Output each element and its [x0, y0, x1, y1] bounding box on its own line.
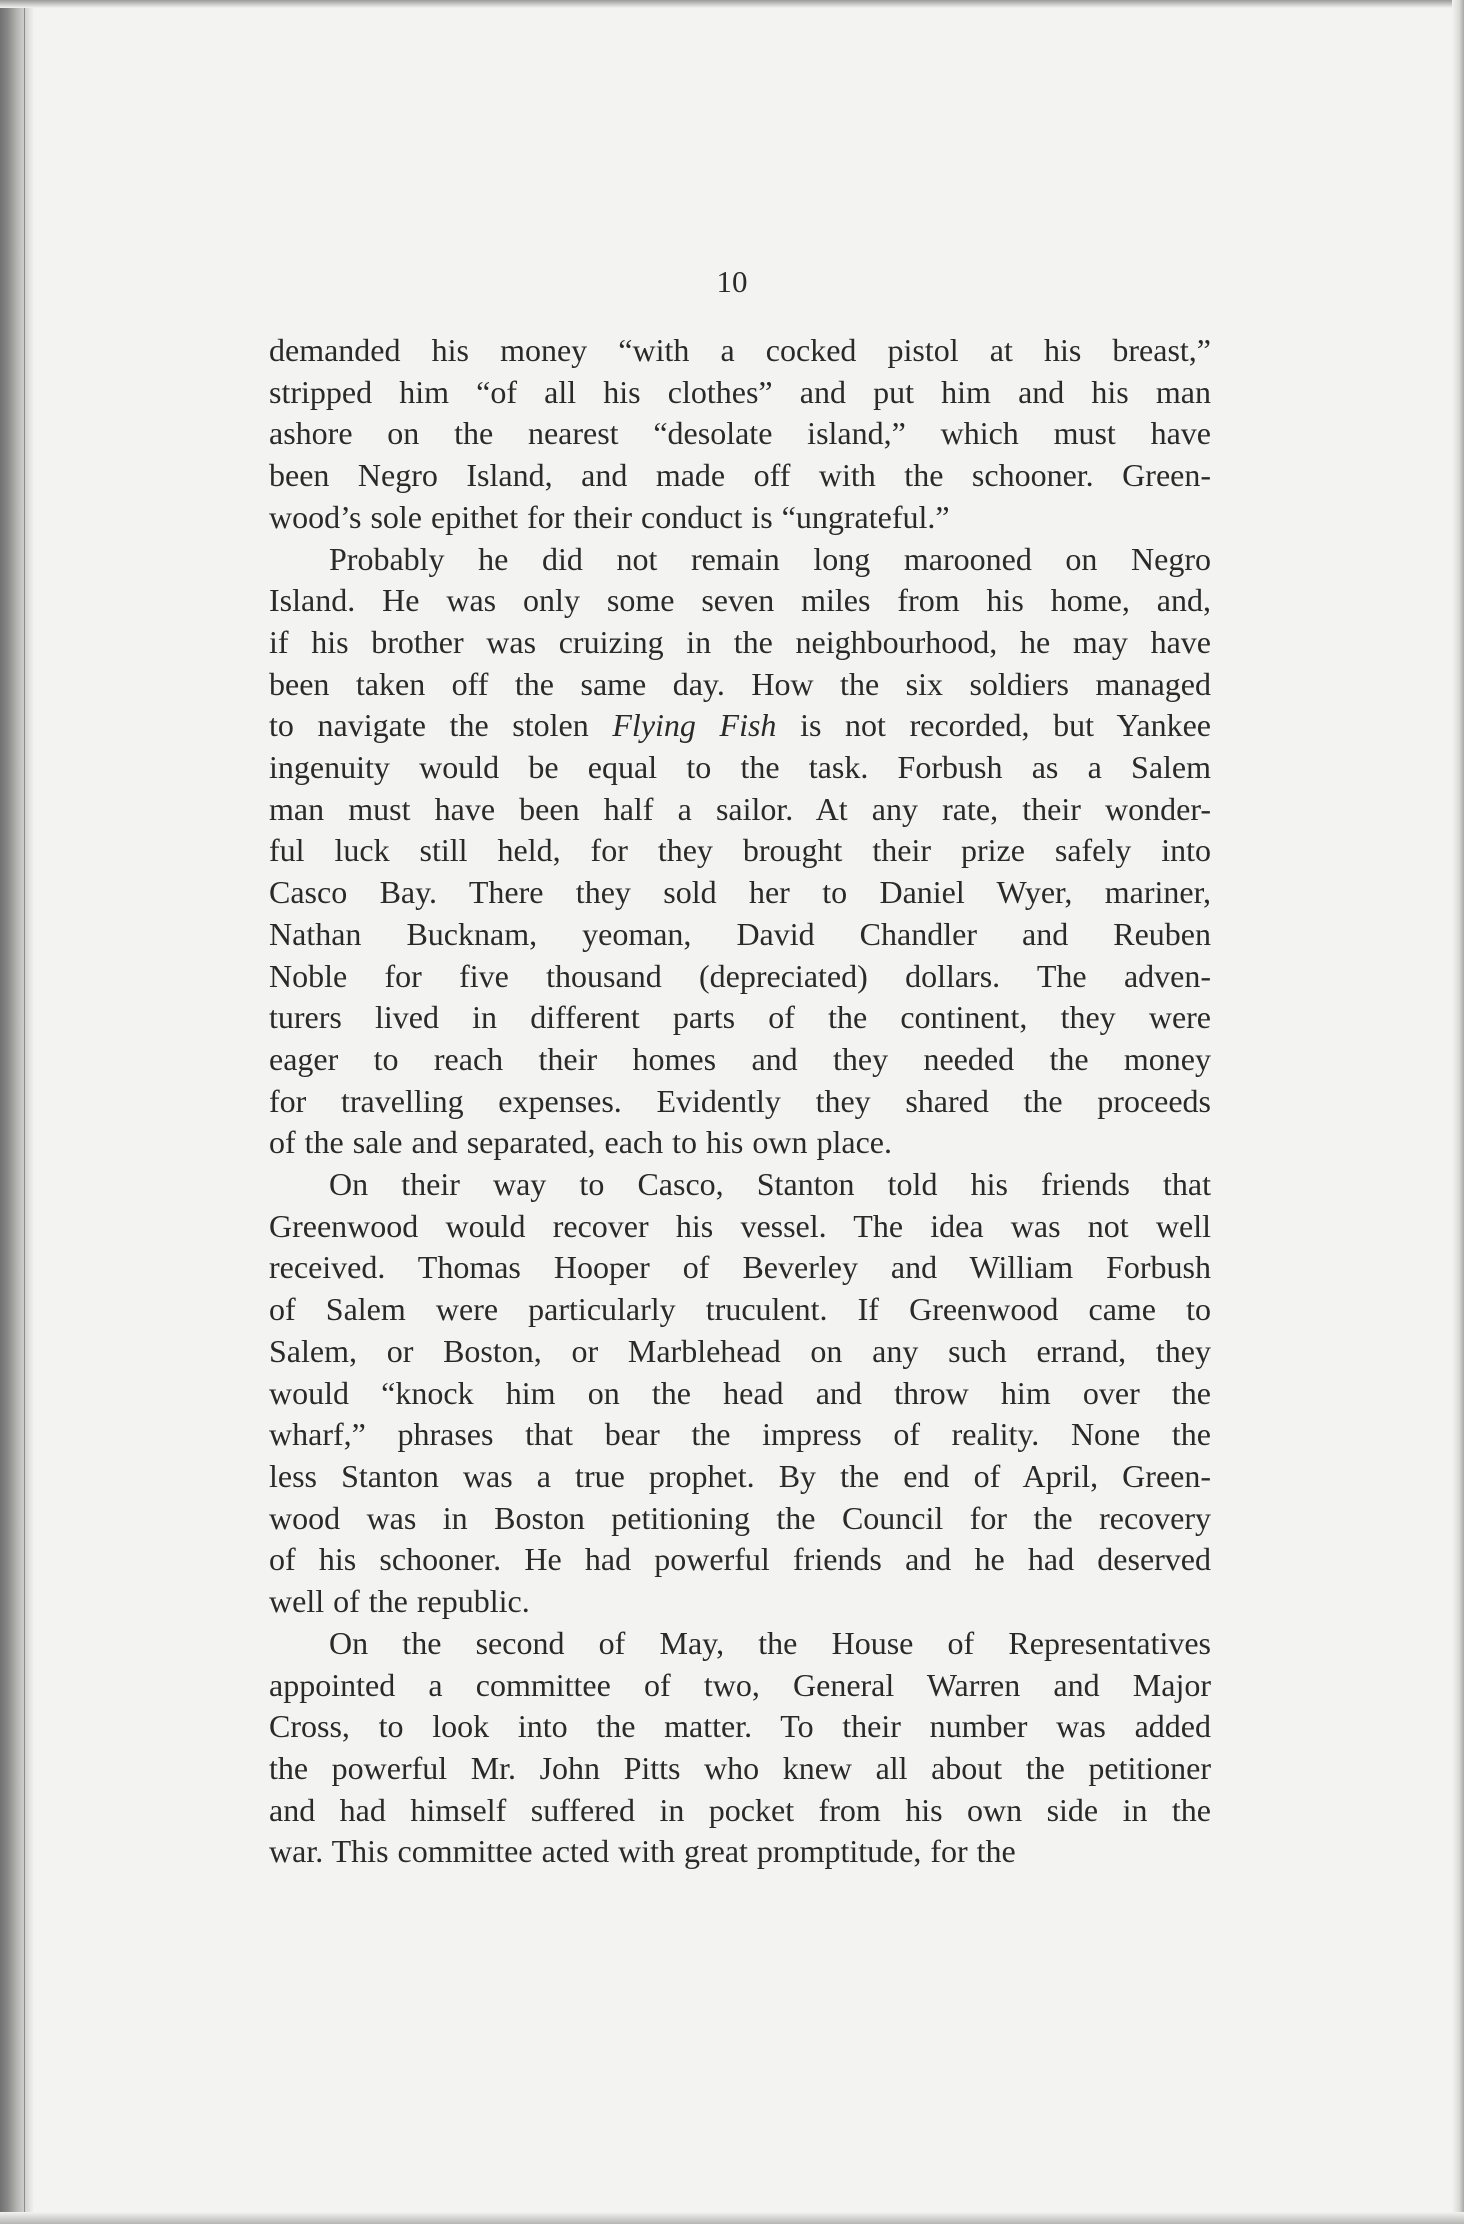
text-line: Nathan Bucknam, yeoman, David Chandler and Reuben: [269, 915, 1211, 952]
page-number: 10: [716, 264, 748, 299]
text-line: eager to reach their homes and they needed the money: [269, 1040, 1211, 1077]
text-line: for travelling expenses. Evidently they shared the proceeds: [269, 1082, 1211, 1119]
text-line: the powerful Mr. John Pitts who knew all about the petitioner: [269, 1749, 1211, 1786]
text-line: man must have been half a sailor. At any rate, their wonder-: [269, 790, 1211, 827]
paragraph: [269, 330, 1211, 539]
text-line: been Negro Island, and made off with the schooner. Green-: [269, 457, 1211, 494]
text-line: ful luck still held, for they brought their prize safely into: [269, 832, 1211, 869]
text-line: ingenuity would be equal to the task. Forbush as a Salem: [269, 749, 1211, 786]
page-bottom-edge: [0, 2212, 1464, 2224]
text-line: war. This committee acted with great promptitude, for the: [269, 1833, 1016, 1870]
text-line: Noble for five thousand (depreciated) dollars. The adven-: [269, 957, 1211, 994]
page-right-edge: [1452, 0, 1464, 2224]
body-text: [269, 330, 1211, 1873]
text-line: been taken off the same day. How the six soldiers managed: [269, 665, 1211, 702]
text-line: On their way to Casco, Stanton told his friends that: [329, 1166, 1211, 1203]
text-line: to navigate the stolen Flying Fish is not recorded, but Yankee: [269, 707, 1212, 744]
text-line: and had himself suffered in pocket from his own side in the: [269, 1791, 1211, 1828]
text-line: wood’s sole epithet for their conduct is “ungrateful.”: [269, 498, 950, 535]
paragraph: [269, 1164, 1211, 1623]
text-line: Casco Bay. There they sold her to Daniel Wyer, mariner,: [269, 874, 1211, 911]
paragraph: [269, 539, 1211, 1165]
book-binding-edge: [0, 0, 34, 2224]
page-top-edge: [0, 0, 1464, 8]
text-line: appointed a committee of two, General Warren and Major: [269, 1666, 1211, 1703]
text-line: Salem, or Boston, or Marblehead on any such errand, they: [269, 1332, 1211, 1369]
text-line: Cross, to look into the matter. To their number was added: [269, 1708, 1211, 1745]
text-line: received. Thomas Hooper of Beverley and William Forbush: [269, 1249, 1211, 1286]
text-line: turers lived in different parts of the continent, they were: [269, 999, 1211, 1036]
text-line: stripped him “of all his clothes” and put him and his man: [269, 373, 1211, 410]
text-line: well of the republic.: [269, 1583, 530, 1620]
text-line: demanded his money “with a cocked pistol at his breast,”: [269, 332, 1211, 368]
text-line: wharf,” phrases that bear the impress of reality. None the: [269, 1416, 1211, 1453]
text-line: ashore on the nearest “desolate island,” which must have: [269, 415, 1211, 452]
text-line: less Stanton was a true prophet. By the end of April, Green-: [269, 1457, 1211, 1494]
ship-name: Flying Fish: [612, 707, 777, 744]
text-line: of Salem were particularly truculent. If Greenwood came to: [269, 1291, 1211, 1328]
text-line: Probably he did not remain long marooned on Negro: [329, 540, 1211, 577]
text-line: Greenwood would recover his vessel. The idea was not well: [269, 1207, 1211, 1244]
text-line: if his brother was cruizing in the neighbourhood, he may have: [269, 623, 1211, 660]
text-line: Island. He was only some seven miles from his home, and,: [269, 582, 1211, 619]
text-line: of the sale and separated, each to his own place.: [269, 1124, 892, 1161]
text-line: On the second of May, the House of Representatives: [329, 1624, 1211, 1661]
text-line: would “knock him on the head and throw him over the: [269, 1374, 1211, 1411]
text-line: wood was in Boston petitioning the Council for the recovery: [269, 1499, 1211, 1536]
text-line: of his schooner. He had powerful friends and he had deserved: [269, 1541, 1211, 1578]
paragraph: [269, 1623, 1211, 1873]
